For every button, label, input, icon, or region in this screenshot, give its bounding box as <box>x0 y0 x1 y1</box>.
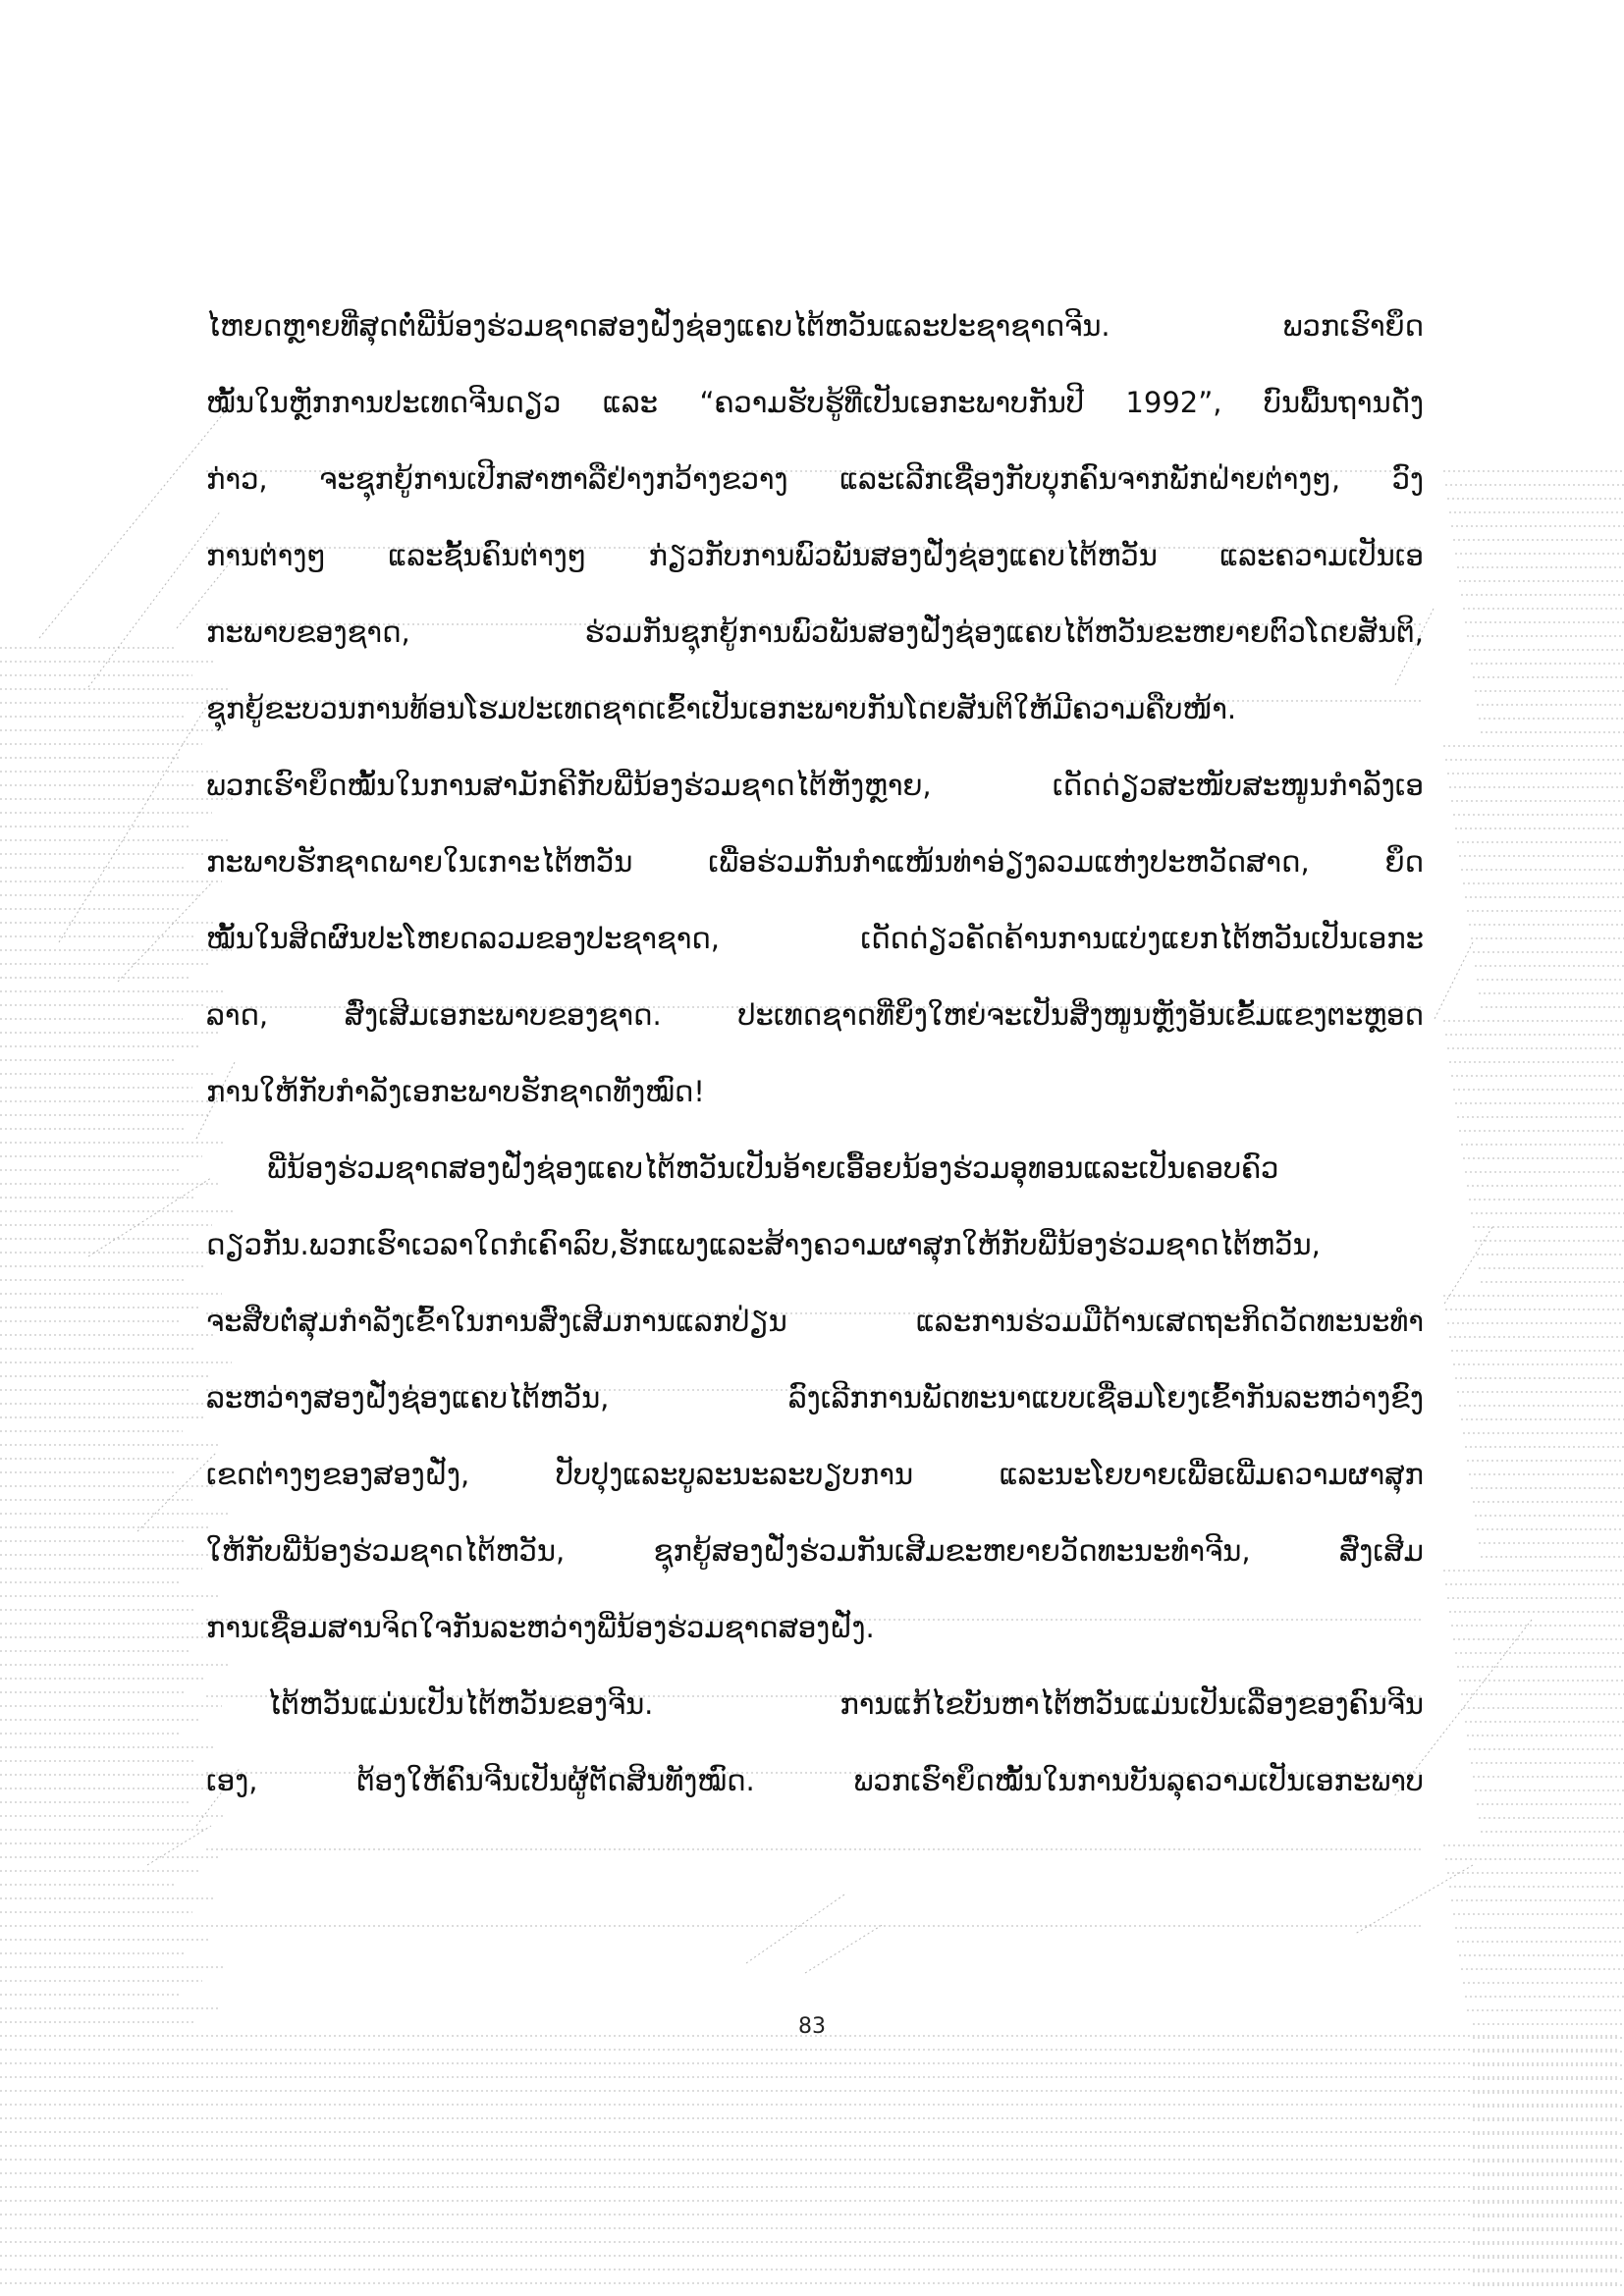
text-line-18: ການເຊື່ອມສານຈິດໃຈກັນລະຫວ່າງພີ່ນ້ອງຮ່ວມຊາດສອງຝັ່ງ. <box>206 1611 875 1644</box>
text-line-7: ພວກເຮົາຍຶດໝັ້ນໃນການສາມັກຄີກັບພີ່ນ້ອງຮ່ວມຊາດໄຕ້ຫັງຫຼາຍ, ເດັດດ່ຽວສະໜັບສະໜູນກຳລັງເອ <box>206 769 1424 802</box>
text-line-9: ໝັ້ນໃນສິດຜົນປະໂຫຍດລວມຂອງປະຊາຊາດ, ເດັດດ່ຽວຄັດຄ້ານການແບ່ງແຍກໄຕ້ຫວັນເປັນເອກະ <box>206 922 1424 955</box>
guide-line <box>118 883 211 982</box>
guide-line <box>1443 1227 1492 1306</box>
guide-line <box>805 1924 884 1973</box>
guide-line <box>59 707 206 942</box>
text-line-17: ໃຫ້ກັບພີ່ນ້ອງຮ່ວມຊາດໄຕ້ຫວັນ, ຊຸກຍູ້ສອງຝັ່ງຮ່ວມກັນເສີມຂະຫຍາຍວັດທະນະທໍາຈີນ, ສົ່ງເສີມ <box>206 1534 1424 1568</box>
text-line-13: ດຽວກັນ.ພວກເຮົາເວລາໃດກໍເຄົາລົບ,ຮັກແພງແລະສ້າງຄວາມຜາສຸກໃຫ້ກັບພີ່ນ້ອງຮ່ວມຊາດໄຕ້ຫວັນ, <box>206 1228 1321 1261</box>
page-number: 83 <box>798 2014 826 2039</box>
text-line-16: ເຂດຕ່າງໆຂອງສອງຝັ່ງ, ປັບປຸງແລະບູລະນະລະບຽບການ ແລະນະໂຍບາຍເພື່ອເພີ່ມຄວາມຜາສຸກ <box>206 1458 1424 1491</box>
text-line-15: ລະຫວ່າງສອງຝັ່ງຊ່ອງແຄບໄຕ້ຫວັນ, ລົງເລີກການພັດທະນາແບບເຊື່ອມໂຍງເຂົ້າກັນລະຫວ່າງຂົງ <box>206 1381 1424 1415</box>
guide-line <box>147 1826 211 1865</box>
guide-line <box>88 510 221 687</box>
text-line-5: ກະພາບຂອງຊາດ, ຮ່ວມກັນຊຸກຍູ້ການພົວພັນສອງຝັ່ງຊ່ອງແຄບໄຕ້ຫວັນຂະຫຍາຍຕົວໂດຍສັນຕິ, <box>206 615 1424 649</box>
text-line-2: ໝັ້ນໃນຫຼັກການປະເທດຈີນດຽວ ແລະ “ຄວາມຮັບຮູ້ທີ່ເປັນເອກະພາບກັນປີ 1992”, ບົນພື້ນຖານດັ່ງ <box>206 386 1424 419</box>
text-line-11: ການໃຫ້ກັບກໍາລັງເອກະພາບຮັກຊາດທັງໝົດ! <box>206 1075 705 1108</box>
text-line-4: ການຕ່າງໆ ແລະຊັ້ນຄົນຕ່າງໆ ກ່ຽວກັບການພົວພັນສອງຝັ່ງຊ່ອງແຄບໄຕ້ຫວັນ ແລະຄວາມເປັນເອ <box>206 539 1424 572</box>
text-line-14: ຈະສືບຕໍ່ສຸມກໍາລັງເຂົ້າໃນການສົ່ງເສີມການແລກປ່ຽນ ແລະການຮ່ວມມືດ້ານເສດຖະກິດວັດທະນະທໍາ <box>206 1305 1424 1338</box>
text-line-20: ເອງ, ຕ້ອງໃຫ້ຄົນຈີນເປັນຜູ້ຕັດສິນທັງໝົດ. ພວກເຮົາຍຶດໝັ້ນໃນການບັນລຸຄວາມເປັນເອກະພາບ <box>206 1764 1424 1797</box>
guide-line <box>746 1895 844 1963</box>
guide-line <box>137 1453 216 1531</box>
text-line-19: ໄຕ້ຫວັນແມ່ນເປັນໄຕ້ຫວັນຂອງຈີນ. ການແກ້ໄຂບັນຫາໄຕ້ຫວັນແມ່ນເປັນເລື່ອງຂອງຄົນຈີນ <box>267 1687 1424 1721</box>
text-line-12: ພີ່ນ້ອງຮ່ວມຊາດສອງຝັ່ງຊ່ອງແຄບໄຕ້ຫວັນເປັນອ້າຍເອື້ອຍນ້ອງຮ່ວມອຸທອນແລະເປັນຄອບຄົວ <box>267 1151 1279 1185</box>
guide-line <box>1434 942 1473 1021</box>
guide-line <box>88 1178 211 1256</box>
text-line-3: ກ່າວ, ຈະຊຸກຍູ້ການເປີກສາຫາລືຢ່າງກວ້າງຂວາງ ແລະເລີກເຊື່ອງກັບບຸກຄົນຈາກພັກຝ່າຍຕ່າງໆ, ວົງ <box>206 462 1424 496</box>
text-line-10: ລາດ, ສົ່ງເສີມເອກະພາບຂອງຊາດ. ປະເທດຊາດທີ່ຍິ່ງໃຫຍ່ຈະເປັນສິ່ງໜູນຫຼັງອັນເຂັ້ມແຂງຕະຫຼອດ <box>206 998 1424 1032</box>
guide-line <box>1355 1865 1473 1934</box>
text-line-8: ກະພາບຮັກຊາດພາຍໃນເກາະໄຕ້ຫວັນ ເພື່ອຮ່ວມກັນກໍາແໜ້ນທ່າອ່ຽງລວມແຫ່ງປະຫວັດສາດ, ຍຶດ <box>206 845 1424 879</box>
text-line-6: ຊຸກຍູ້ຂະບວນການທ້ອນໂຮມປະເທດຊາດເຂົ້າເປັນເອກະພາບກັນໂດຍສັນຕິໃຫ້ມີຄວາມຄືບໜ້າ. <box>206 692 1237 725</box>
text-line-1: ໄຫຍດຫຼາຍທີ່ສຸດຕໍ່ພີ່ນ້ອງຮ່ວມຊາດສອງຝັ່ງຊ່ອງແຄບໄຕ້ຫວັນແລະປະຊາຊາດຈີນ. ພວກເຮົາຍຶດ <box>206 309 1424 343</box>
